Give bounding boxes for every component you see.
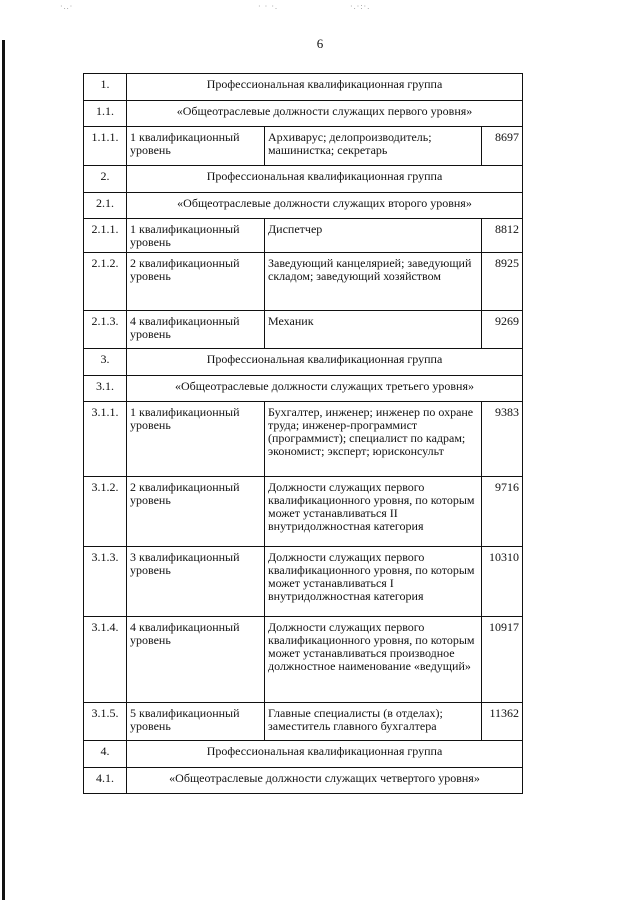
page-number: 6 bbox=[316, 36, 324, 51]
row-number: 1. bbox=[84, 74, 127, 101]
scan-noise: ·.·:·. bbox=[350, 2, 371, 11]
subgroup-title: «Общеотраслевые должности служащих третьего уровня» bbox=[127, 376, 523, 402]
table-row bbox=[84, 402, 523, 477]
subgroup-row bbox=[84, 376, 523, 402]
table-row bbox=[84, 253, 523, 311]
positions-list: Бухгалтер, инженер; инженер по охране труда; инженер-программист (программист); специалист по кадрам; экономист; эксперт; юрисконсульт bbox=[265, 402, 482, 477]
salary-value: 10310 bbox=[482, 547, 523, 617]
salary-value: 9383 bbox=[482, 402, 523, 477]
row-number: 4. bbox=[84, 741, 127, 768]
row-number: 2.1.1. bbox=[84, 219, 127, 253]
qualification-level: 1 квалификационный уровень bbox=[127, 127, 265, 166]
row-number: 3. bbox=[84, 349, 127, 376]
table-row bbox=[84, 477, 523, 547]
row-number: 4.1. bbox=[84, 768, 127, 794]
subgroup-row bbox=[84, 768, 523, 794]
qualification-level: 3 квалификационный уровень bbox=[127, 547, 265, 617]
salary-value: 8925 bbox=[482, 253, 523, 311]
row-number: 2.1.2. bbox=[84, 253, 127, 311]
table-row bbox=[84, 219, 523, 253]
subgroup-title: «Общеотраслевые должности служащих четвертого уровня» bbox=[127, 768, 523, 794]
row-number: 3.1.5. bbox=[84, 703, 127, 741]
salary-value: 9716 bbox=[482, 477, 523, 547]
group-title: Профессиональная квалификационная группа bbox=[127, 166, 523, 193]
group-row bbox=[84, 741, 523, 768]
subgroup-row bbox=[84, 101, 523, 127]
row-number: 2. bbox=[84, 166, 127, 193]
subgroup-title: «Общеотраслевые должности служащих первого уровня» bbox=[127, 101, 523, 127]
group-title: Профессиональная квалификационная группа bbox=[127, 74, 523, 101]
table-row bbox=[84, 617, 523, 703]
qualification-level: 1 квалификационный уровень bbox=[127, 402, 265, 477]
group-title: Профессиональная квалификационная группа bbox=[127, 349, 523, 376]
salary-value: 10917 bbox=[482, 617, 523, 703]
table-body bbox=[84, 74, 523, 794]
qualification-level: 4 квалификационный уровень bbox=[127, 311, 265, 349]
table-row bbox=[84, 127, 523, 166]
qualification-level: 5 квалификационный уровень bbox=[127, 703, 265, 741]
positions-list: Должности служащих первого квалификационного уровня, по которым может устанавливаться II внутридолжностная категория bbox=[265, 477, 482, 547]
scan-noise: ·..· bbox=[60, 2, 74, 11]
positions-list: Должности служащих первого квалификационного уровня, по которым может устанавливаться I внутридолжностная категория bbox=[265, 547, 482, 617]
row-number: 2.1. bbox=[84, 193, 127, 219]
positions-list: Диспетчер bbox=[265, 219, 482, 253]
positions-list: Заведующий канцелярией; заведующий складом; заведующий хозяйством bbox=[265, 253, 482, 311]
positions-list: Главные специалисты (в отделах); заместитель главного бухгалтера bbox=[265, 703, 482, 741]
qualification-level: 4 квалификационный уровень bbox=[127, 617, 265, 703]
scan-edge-bar bbox=[2, 40, 5, 900]
salary-value: 8812 bbox=[482, 219, 523, 253]
qualification-table bbox=[83, 73, 523, 794]
positions-list: Архиварус; делопроизводитель; машинистка; секретарь bbox=[265, 127, 482, 166]
qualification-level: 1 квалификационный уровень bbox=[127, 219, 265, 253]
table-row bbox=[84, 547, 523, 617]
group-row bbox=[84, 74, 523, 101]
qualification-level: 2 квалификационный уровень bbox=[127, 477, 265, 547]
table-row bbox=[84, 703, 523, 741]
row-number: 1.1.1. bbox=[84, 127, 127, 166]
scan-noise: · · ·. bbox=[258, 2, 278, 11]
row-number: 3.1.2. bbox=[84, 477, 127, 547]
row-number: 3.1.4. bbox=[84, 617, 127, 703]
row-number: 1.1. bbox=[84, 101, 127, 127]
table-row bbox=[84, 311, 523, 349]
row-number: 2.1.3. bbox=[84, 311, 127, 349]
group-row bbox=[84, 349, 523, 376]
row-number: 3.1.3. bbox=[84, 547, 127, 617]
group-row bbox=[84, 166, 523, 193]
salary-value: 9269 bbox=[482, 311, 523, 349]
subgroup-row bbox=[84, 193, 523, 219]
positions-list: Механик bbox=[265, 311, 482, 349]
salary-value: 8697 bbox=[482, 127, 523, 166]
subgroup-title: «Общеотраслевые должности служащих второго уровня» bbox=[127, 193, 523, 219]
group-title: Профессиональная квалификационная группа bbox=[127, 741, 523, 768]
salary-value: 11362 bbox=[482, 703, 523, 741]
row-number: 3.1. bbox=[84, 376, 127, 402]
qualification-level: 2 квалификационный уровень bbox=[127, 253, 265, 311]
row-number: 3.1.1. bbox=[84, 402, 127, 477]
positions-list: Должности служащих первого квалификационного уровня, по которым может устанавливаться производное должностное наименование «ведущий» bbox=[265, 617, 482, 703]
